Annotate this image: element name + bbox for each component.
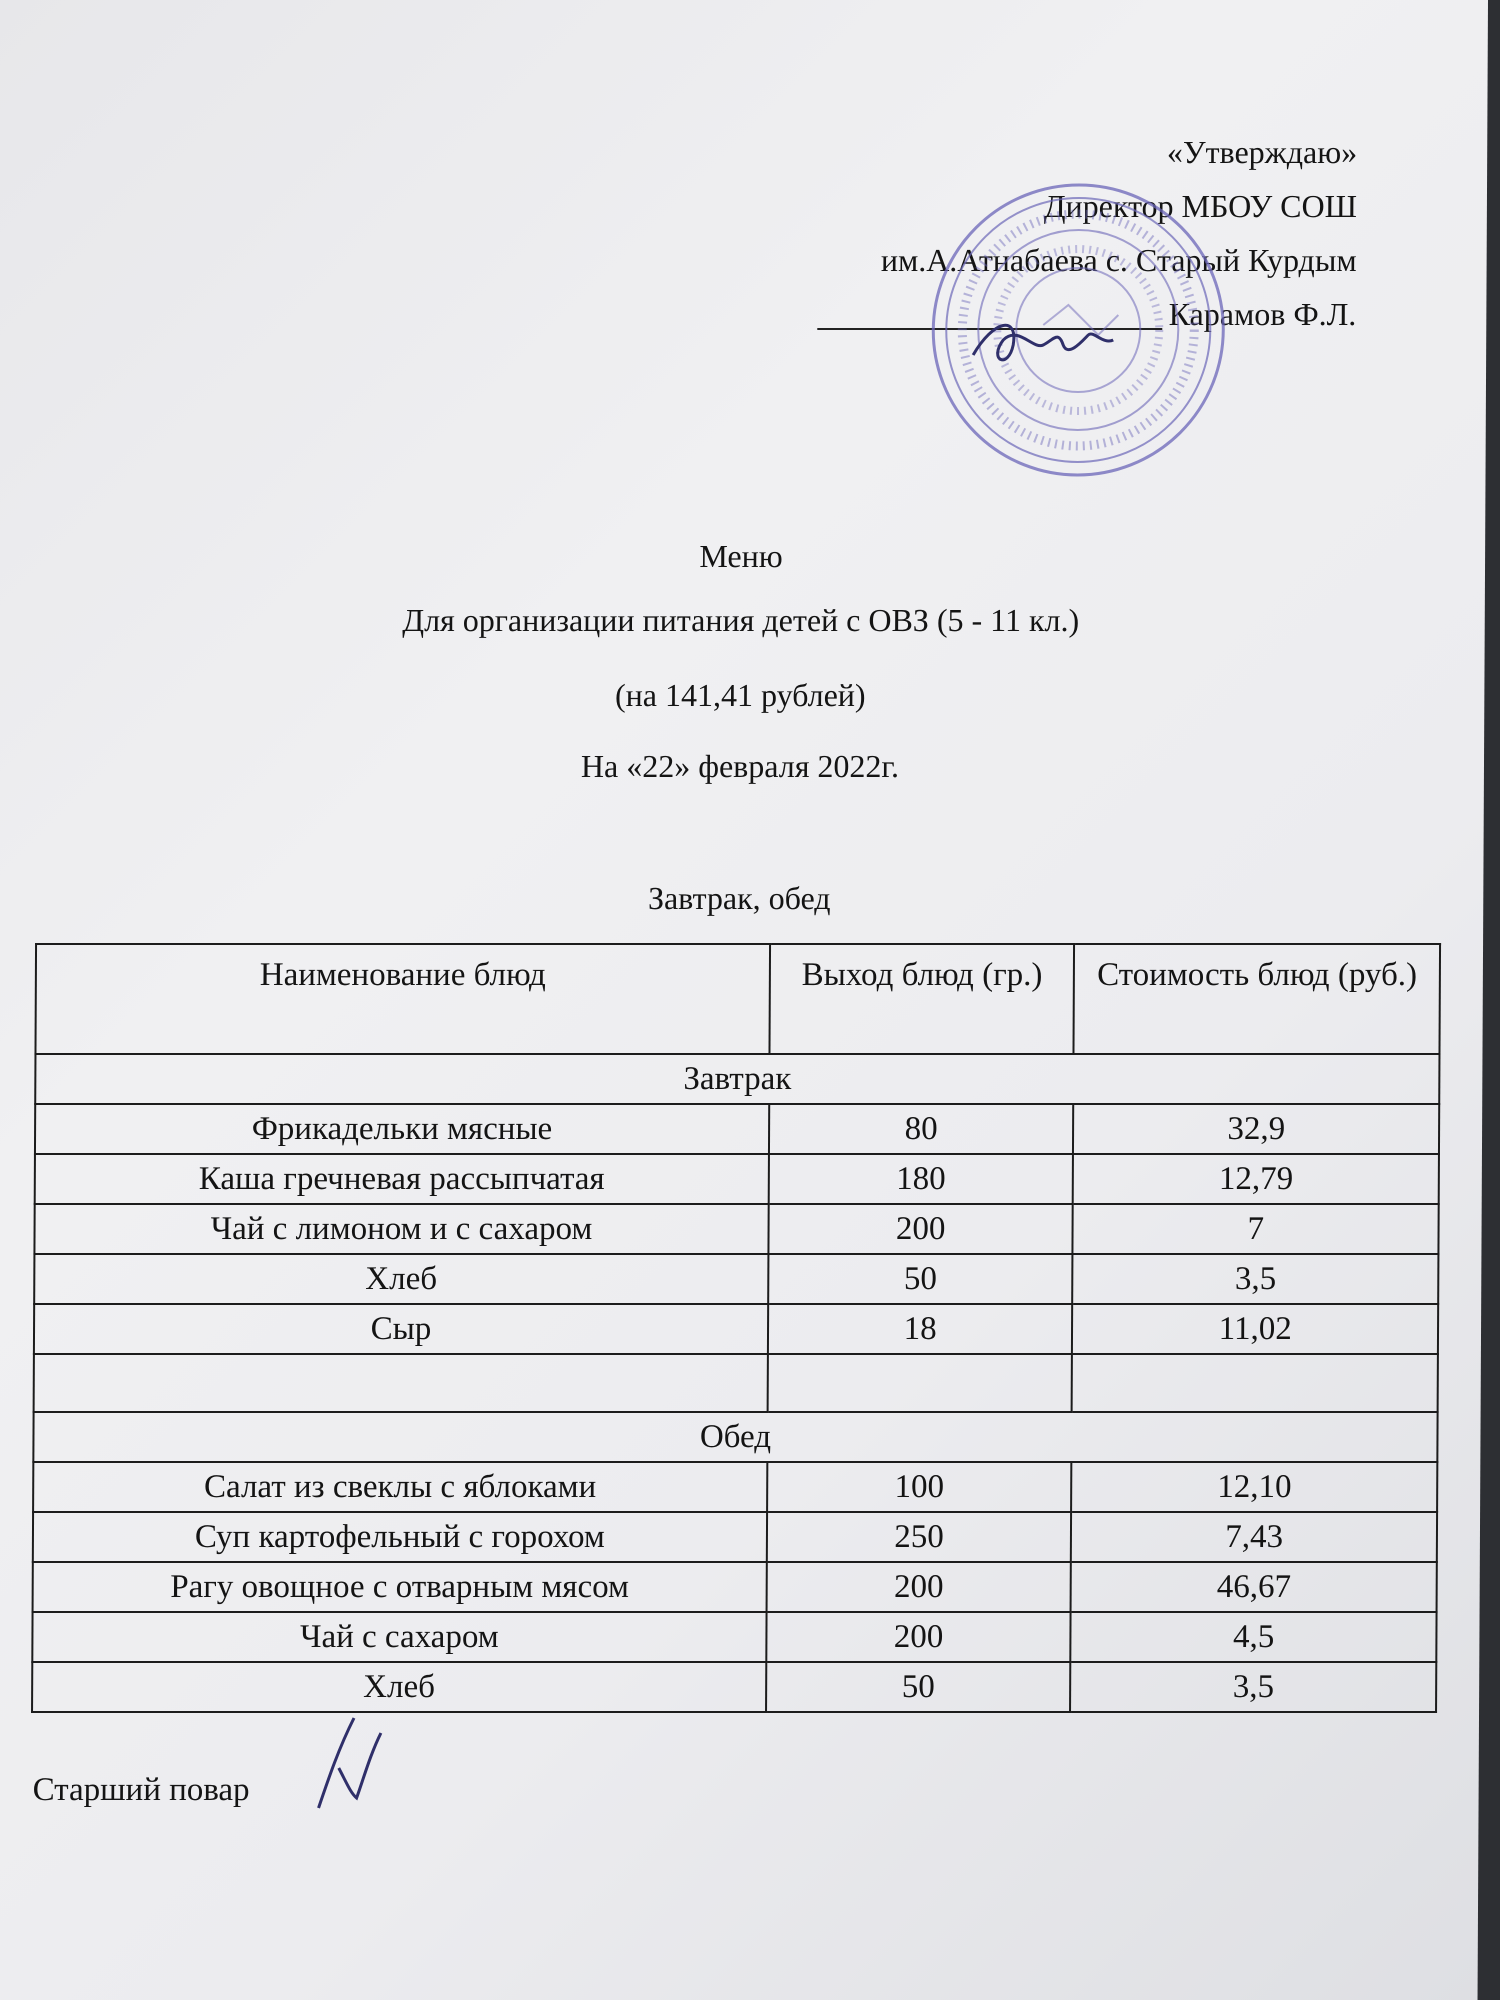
- dish-cost: 11,02: [1072, 1304, 1438, 1354]
- dish-cost: 3,5: [1070, 1662, 1436, 1712]
- table-row-empty: [34, 1354, 1438, 1412]
- dish-name: Сыр: [34, 1304, 768, 1354]
- dish-name: Каша гречневая рассыпчатая: [35, 1154, 769, 1204]
- dish-name: Чай с сахаром: [32, 1612, 766, 1662]
- approve-label: «Утверждаю»: [1166, 134, 1358, 170]
- dish-cost: 32,9: [1073, 1104, 1439, 1154]
- dish-weight: 80: [769, 1104, 1074, 1154]
- director-name: Карамов Ф.Л.: [1168, 296, 1357, 332]
- dish-weight: 200: [766, 1562, 1071, 1612]
- dish-name: Фрикадельки мясные: [35, 1104, 769, 1154]
- table-header-row: [35, 944, 1440, 1054]
- section-label-lunch: Обед: [33, 1412, 1437, 1462]
- page-subtitle: Для организации питания детей с ОВЗ (5 - 11 кл.): [402, 602, 1080, 638]
- table-row: [35, 1104, 1439, 1154]
- dish-cost: 12,10: [1072, 1462, 1438, 1512]
- dish-cost: 12,79: [1073, 1154, 1439, 1204]
- dish-name: Хлеб: [34, 1254, 768, 1304]
- budget-line: (на 141,41 рублей): [614, 677, 866, 713]
- section-label-breakfast: Завтрак: [35, 1054, 1439, 1104]
- dish-name: Салат из свеклы с яблоками: [33, 1462, 767, 1512]
- dish-weight: 180: [769, 1154, 1074, 1204]
- page-title: Меню: [699, 538, 783, 574]
- table-row: [34, 1204, 1438, 1254]
- column-header-cost: Стоимость блюд (руб.): [1074, 944, 1440, 1054]
- school-name: им.А.Атнабаева с. Старый Курдым: [880, 242, 1357, 278]
- dish-name: Чай с лимоном и с сахаром: [34, 1204, 768, 1254]
- dish-cost: 7,43: [1071, 1512, 1437, 1562]
- dish-weight: 50: [766, 1662, 1071, 1712]
- column-header-name: Наименование блюд: [35, 944, 769, 1054]
- dish-cost: 7: [1073, 1204, 1439, 1254]
- section-row-breakfast: [35, 1054, 1439, 1104]
- date-line: На «22» февраля 2022г.: [580, 748, 900, 784]
- dish-name: Суп картофельный с горохом: [33, 1512, 767, 1562]
- dish-cost: 3,5: [1073, 1254, 1439, 1304]
- meals-line: Завтрак, обед: [647, 880, 831, 916]
- empty-cell: [34, 1354, 768, 1412]
- table-row: [33, 1512, 1437, 1562]
- column-header-weight: Выход блюд (гр.): [769, 944, 1074, 1054]
- dish-weight: 250: [767, 1512, 1072, 1562]
- section-row-lunch: [33, 1412, 1437, 1462]
- empty-cell: [767, 1354, 1072, 1412]
- director-position: Директор МБОУ СОШ: [1043, 188, 1358, 224]
- dish-cost: 4,5: [1071, 1612, 1437, 1662]
- table-row: [32, 1662, 1436, 1712]
- dish-weight: 100: [767, 1462, 1072, 1512]
- cook-label: Старший повар: [32, 1772, 250, 1808]
- dish-name: Хлеб: [32, 1662, 766, 1712]
- dish-name: Рагу овощное с отварным мясом: [33, 1562, 767, 1612]
- table-row: [33, 1462, 1437, 1512]
- dish-weight: 50: [768, 1254, 1073, 1304]
- dish-weight: 200: [768, 1204, 1073, 1254]
- dish-cost: 46,67: [1071, 1562, 1437, 1612]
- table-row: [34, 1254, 1438, 1304]
- table-row: [35, 1154, 1439, 1204]
- table-row: [34, 1304, 1438, 1354]
- table-row: [32, 1612, 1436, 1662]
- table-row: [33, 1562, 1437, 1612]
- dish-weight: 200: [766, 1612, 1071, 1662]
- empty-cell: [1072, 1354, 1438, 1412]
- cook-signature-icon: [308, 1708, 389, 1818]
- dish-weight: 18: [768, 1304, 1073, 1354]
- menu-table: [31, 943, 1441, 1713]
- director-signature-icon: [963, 300, 1123, 380]
